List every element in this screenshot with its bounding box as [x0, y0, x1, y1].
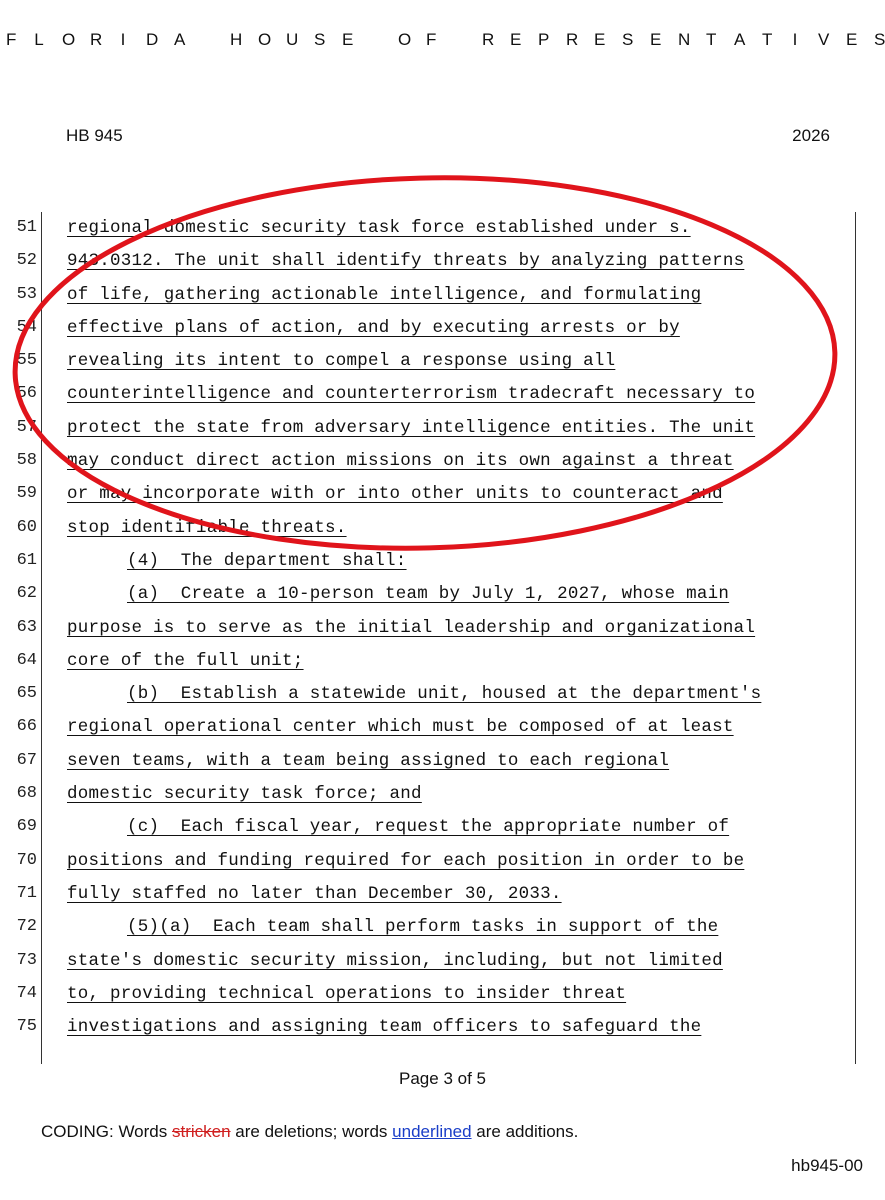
- line-text: revealing its intent to compel a response using all: [67, 351, 616, 372]
- line-number: 52: [16, 251, 37, 271]
- line-number: 51: [16, 218, 37, 237]
- bill-line: [0, 645, 885, 678]
- line-number: 59: [16, 484, 37, 504]
- line-text: (a) Create a 10-person team by July 1, 2027, whose main: [127, 584, 730, 605]
- bill-line: [0, 911, 885, 944]
- bill-line: [0, 1011, 885, 1044]
- session-year: 2026: [792, 126, 830, 145]
- bill-line: [0, 745, 885, 778]
- page-number: Page 3 of 5: [399, 1069, 486, 1088]
- bill-line: [0, 245, 885, 278]
- line-text: regional domestic security task force established under s.: [67, 218, 691, 238]
- line-text: regional operational center which must be composed of at least: [67, 717, 734, 738]
- line-number: 55: [16, 351, 37, 371]
- line-number: 58: [16, 451, 37, 471]
- line-text: purpose is to serve as the initial leadership and organizational: [67, 617, 756, 638]
- line-text: or may incorporate with or into other units to counteract and: [67, 484, 723, 505]
- bill-line: [0, 478, 885, 511]
- line-number: 54: [16, 317, 37, 337]
- bill-text-lines: [0, 212, 885, 1044]
- line-text: protect the state from adversary intelligence entities. The unit: [67, 417, 756, 438]
- line-number: 74: [16, 983, 37, 1003]
- bill-line: [0, 845, 885, 878]
- bill-line: [0, 578, 885, 611]
- bill-line: [0, 545, 885, 578]
- line-number: 70: [16, 850, 37, 870]
- line-number: 57: [16, 417, 37, 437]
- coding-legend: [41, 1122, 578, 1142]
- line-text: (b) Establish a statewide unit, housed at the department's: [127, 684, 762, 705]
- line-number: 71: [16, 883, 37, 903]
- line-text: 943.0312. The unit shall identify threats by analyzing patterns: [67, 251, 745, 272]
- bill-line: [0, 512, 885, 545]
- bill-number: HB 945: [66, 126, 123, 145]
- bill-line: [0, 212, 885, 245]
- bill-line: [0, 811, 885, 844]
- line-number: 56: [16, 384, 37, 404]
- line-text: domestic security task force; and: [67, 784, 422, 805]
- line-text: fully staffed no later than December 30, 2033.: [67, 883, 562, 904]
- line-text: effective plans of action, and by executing arrests or by: [67, 317, 680, 338]
- coding-underlined: underlined: [392, 1122, 472, 1141]
- bill-line: [0, 312, 885, 345]
- document-id: hb945-00: [791, 1156, 863, 1175]
- chamber-title: F L O R I D A H O U S E O F R E P R E S E N T A T I V E S: [6, 30, 885, 49]
- coding-stricken: stricken: [171, 1122, 231, 1141]
- line-number: 73: [16, 950, 37, 970]
- line-number: 75: [16, 1017, 37, 1037]
- bill-line: [0, 678, 885, 711]
- line-number: 72: [16, 917, 37, 937]
- bill-line: [0, 978, 885, 1011]
- line-number: 69: [16, 817, 37, 837]
- line-number: 67: [16, 750, 37, 770]
- line-number: 62: [16, 584, 37, 604]
- bill-line: [0, 345, 885, 378]
- line-number: 61: [16, 550, 37, 570]
- bill-line: [0, 378, 885, 411]
- line-text: stop identifiable threats.: [67, 517, 347, 538]
- line-number: 64: [16, 650, 37, 670]
- line-text: core of the full unit;: [67, 650, 304, 671]
- line-text: (5)(a) Each team shall perform tasks in support of the: [127, 917, 719, 938]
- line-number: 65: [16, 684, 37, 704]
- bill-line: [0, 412, 885, 445]
- line-number: 68: [16, 784, 37, 804]
- bill-line: [0, 945, 885, 978]
- bill-line: [0, 279, 885, 312]
- line-text: investigations and assigning team officers to safeguard the: [67, 1017, 702, 1038]
- bill-line: [0, 445, 885, 478]
- line-text: of life, gathering actionable intelligence, and formulating: [67, 284, 702, 305]
- coding-middle: are deletions; words: [230, 1122, 393, 1141]
- line-text: (4) The department shall:: [127, 550, 407, 571]
- line-number: 53: [16, 284, 37, 304]
- coding-suffix: are additions.: [471, 1122, 579, 1141]
- coding-prefix: CODING: Words: [41, 1122, 172, 1141]
- line-text: seven teams, with a team being assigned to each regional: [67, 750, 670, 771]
- bill-line: [0, 878, 885, 911]
- line-text: (c) Each fiscal year, request the appropriate number of: [127, 817, 730, 838]
- line-text: to, providing technical operations to insider threat: [67, 983, 627, 1004]
- bill-line: [0, 778, 885, 811]
- line-number: 60: [16, 517, 37, 537]
- line-text: positions and funding required for each position in order to be: [67, 850, 745, 871]
- line-text: state's domestic security mission, including, but not limited: [67, 950, 723, 971]
- bill-line: [0, 711, 885, 744]
- line-text: may conduct direct action missions on its own against a threat: [67, 451, 734, 472]
- bill-line: [0, 612, 885, 645]
- line-number: 63: [16, 617, 37, 637]
- line-text: counterintelligence and counterterrorism tradecraft necessary to: [67, 384, 756, 405]
- line-number: 66: [16, 717, 37, 737]
